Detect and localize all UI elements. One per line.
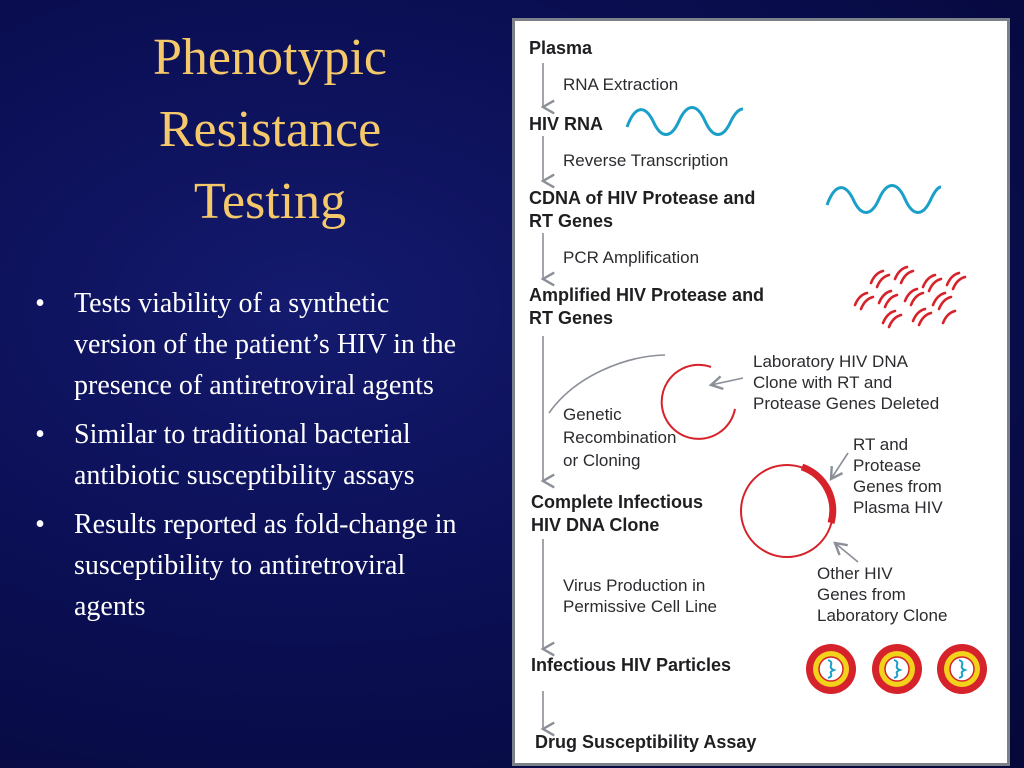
node-assay: Drug Susceptibility Assay: [535, 732, 757, 752]
node-line: RT Genes: [529, 211, 614, 231]
node-line: HIV DNA Clone: [531, 515, 660, 535]
title-line: Resistance: [158, 101, 382, 158]
callout-line: Other HIV: [817, 564, 893, 583]
node-plasma: Plasma: [529, 38, 593, 58]
callout-line: Genes from: [853, 477, 942, 496]
step-line: Recombination: [563, 428, 677, 447]
callout-arrow: [711, 378, 743, 385]
step-line: or Cloning: [563, 451, 641, 470]
bullet-item: [30, 283, 470, 406]
cdna-wave-icon: [827, 186, 941, 213]
slide-title: [60, 22, 480, 238]
bullet-list: [30, 283, 470, 635]
callout-lab-clone: [753, 351, 939, 414]
complete-clone-plasmid-icon: [741, 465, 833, 557]
node-particles: Infectious HIV Particles: [531, 655, 732, 675]
callout-line: Protease Genes Deleted: [753, 394, 940, 413]
callout-arrow: [835, 543, 858, 562]
bullet-dot: •: [35, 509, 45, 540]
callout-line: Genes from: [817, 585, 906, 604]
callout-line: Protease: [853, 456, 922, 475]
step-line: Virus Production in: [563, 576, 706, 595]
virus-particle-icon: [872, 644, 922, 694]
step-reverse-transcription: Reverse Transcription: [563, 151, 729, 170]
title-line: Phenotypic: [153, 29, 387, 86]
step-line: Genetic: [563, 405, 622, 424]
node-line: RT Genes: [529, 308, 614, 328]
rna-wave-icon: [627, 108, 743, 135]
bullet-text: Tests viability of a synthetic version of the patient’s HIV in the presence of antiretroviral agents: [74, 288, 457, 401]
bullet-dot: •: [35, 288, 45, 319]
title-line: Testing: [193, 173, 347, 230]
bullet-text: Similar to traditional bacterial antibiotic susceptibility assays: [74, 419, 415, 491]
node-complete-clone: [531, 491, 703, 537]
bullet-dot: •: [35, 419, 45, 450]
node-cdna: [529, 187, 755, 233]
step-pcr: PCR Amplification: [563, 248, 700, 267]
callout-line: Plasma HIV: [853, 498, 943, 517]
bullet-item: [30, 414, 470, 496]
step-virus-production: [563, 575, 717, 617]
bullet-item: [30, 504, 470, 627]
step-recombination: [563, 403, 676, 472]
step-rna-extraction: RNA Extraction: [563, 75, 679, 94]
callout-other-genes: [817, 563, 947, 626]
callout-arrow: [831, 453, 848, 479]
virus-particle-icon: [806, 644, 856, 694]
virus-particle-icon: [937, 644, 987, 694]
callout-line: Clone with RT and: [753, 373, 893, 392]
step-line: Permissive Cell Line: [563, 597, 717, 616]
callout-line: Laboratory HIV DNA: [753, 352, 908, 371]
callout-line: Laboratory Clone: [817, 606, 948, 625]
amplified-fragments-icon: [855, 267, 965, 327]
node-line: Complete Infectious: [531, 492, 704, 512]
diagram-panel: [512, 18, 1010, 766]
bullet-text: Results reported as fold-change in susceptibility to antiretroviral agents: [74, 509, 457, 622]
node-line: Amplified HIV Protease and: [529, 285, 765, 305]
callout-rt-protease: [853, 434, 943, 518]
node-amplified: [529, 284, 764, 330]
node-hiv-rna: HIV RNA: [529, 114, 604, 134]
node-line: CDNA of HIV Protease and: [529, 188, 756, 208]
callout-line: RT and: [853, 435, 909, 454]
